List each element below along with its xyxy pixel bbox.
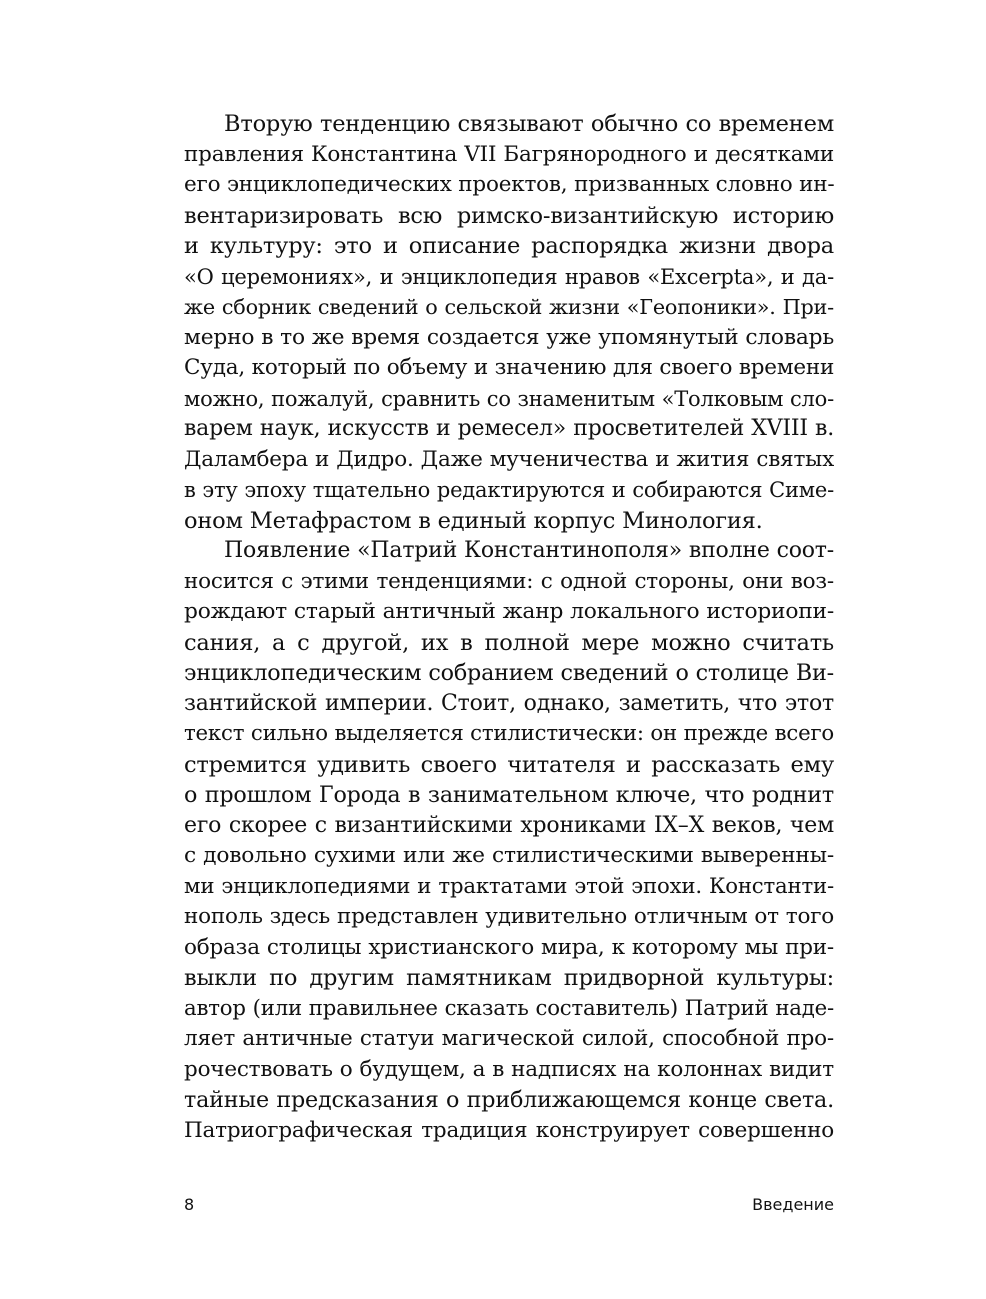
text-line: носится с этими тенденциями: с одной стороны, они воз-	[184, 568, 834, 594]
text-line: с довольно сухими или же стилистическими выверенны-	[184, 843, 834, 868]
text-line: сания, а с другой, их в полной мере можно считать	[184, 629, 834, 656]
text-line: рождают старый античный жанр локального историопи-	[184, 599, 834, 624]
body-text	[184, 109, 834, 1146]
text-line: вентаризировать всю римско-византийскую историю	[184, 202, 834, 229]
text-line: энциклопедическим собранием сведений о столице Ви-	[184, 660, 834, 686]
text-line: текст сильно выделяется стилистически: он прежде всего	[184, 721, 834, 746]
running-title: Введение	[752, 1195, 834, 1214]
text-line: Суда, который по объему и значению для своего времени	[184, 355, 835, 380]
text-line: автор (или правильнее сказать составитель) Патрий наде-	[184, 995, 834, 1021]
text-line: тайные предсказания о приближающемся конце света.	[184, 1087, 834, 1113]
text-line: Даламбера и Дидро. Даже мученичества и жития святых	[184, 446, 834, 472]
text-line: правления Константина VII Багрянородного и десятками	[184, 141, 834, 167]
text-line: Патриографическая традиция конструирует совершенно	[184, 1117, 834, 1143]
text-line: «О церемониях», и энциклопедия нравов «Excerpta», и да-	[184, 264, 834, 289]
text-line: его энциклопедических проектов, призванных словно ин-	[184, 172, 835, 197]
text-line: ляет античные статуи магической силой, способной про-	[184, 1026, 834, 1051]
text-line: нополь здесь представлен удивительно отличным от того	[184, 904, 834, 929]
text-line: о прошлом Города в занимательном ключе, что роднит	[184, 782, 834, 808]
text-line: Вторую тенденцию связывают обычно со временем	[224, 111, 834, 137]
text-line: мерно в то же время создается уже упомянутый словарь	[184, 324, 834, 350]
text-line: варем наук, искусств и ремесел» просветителей XVIII в.	[184, 416, 834, 441]
text-line: стремится удивить своего читателя и рассказать ему	[184, 751, 834, 778]
text-line: ми энциклопедиями и трактатами этой эпохи. Константи-	[184, 873, 834, 899]
page-number: 8	[184, 1195, 195, 1214]
text-line: зантийской империи. Стоит, однако, заметить, что этот	[184, 690, 834, 716]
text-line: его скорее с византийскими хрониками IX–X веков, чем	[184, 812, 834, 838]
text-line: Появление «Патрий Константинополя» вполне соот-	[224, 538, 834, 563]
text-line: же сборник сведений о сельской жизни «Геопоники». При-	[184, 295, 834, 319]
text-line: можно, пожалуй, сравнить со знаменитым «Толковым сло-	[184, 386, 834, 411]
text-line: рочествовать о будущем, а в надписях на колоннах видит	[184, 1056, 834, 1082]
page-footer	[184, 1195, 834, 1219]
text-line: в эту эпоху тщательно редактируются и собираются Симе-	[184, 478, 834, 502]
text-line: образа столицы христианского мира, к которому мы при-	[184, 934, 834, 960]
text-line: выкли по другим памятникам придворной культуры:	[184, 965, 834, 991]
text-line: оном Метафрастом в единый корпус Минология.	[184, 507, 763, 534]
text-line: и культуру: это и описание распорядка жизни двора	[184, 233, 834, 259]
